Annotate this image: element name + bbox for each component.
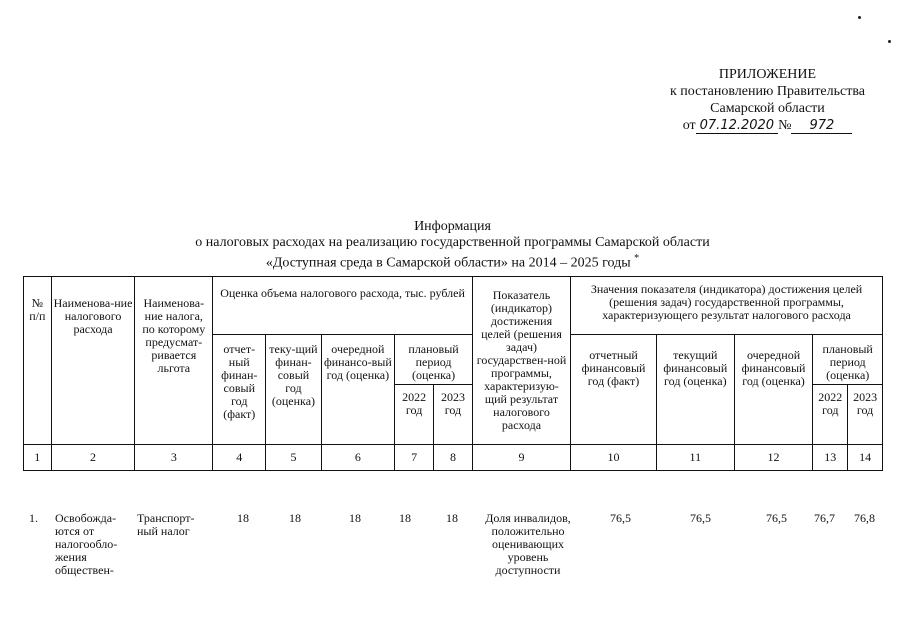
appendix-date-line: [670, 117, 865, 134]
row-expenditure-name: Освобожда-ются от налогообло-жения обществен-: [55, 511, 118, 577]
header-next-year-2: очередной финансовый год (оценка): [734, 335, 813, 445]
document-title: [0, 219, 905, 272]
row-value-col11: 76,5: [690, 511, 711, 525]
tax-expenditure-table: [23, 276, 883, 471]
appendix-block: [670, 66, 865, 134]
header-2023: 2023 год: [434, 385, 473, 445]
col-number: 12: [734, 445, 813, 471]
scan-speck: [858, 16, 861, 19]
title-line-3-text: «Доступная среда в Самарской области» на 2014 – 2025 годы: [265, 255, 631, 271]
header-2023-2: 2023 год: [848, 385, 883, 445]
header-estimate: Оценка объема налогового расхода, тыс. рублей: [213, 277, 473, 335]
title-line-1: Информация: [414, 219, 491, 234]
number-prefix: №: [778, 118, 792, 133]
appendix-title: ПРИЛОЖЕНИЕ: [718, 67, 817, 82]
col-number: 5: [266, 445, 321, 471]
title-line-3: [0, 251, 905, 272]
row-value-col7: 18: [399, 511, 411, 525]
row-tax-name: Транспорт-ный налог: [137, 511, 195, 538]
header-current-year-2: текущий финансовый год (оценка): [656, 335, 734, 445]
header-num: № п/п: [24, 277, 52, 445]
col-number: 8: [434, 445, 473, 471]
col-number: 7: [395, 445, 434, 471]
header-2022: 2022 год: [395, 385, 434, 445]
header-report-year-2: отчетный финансовый год (факт): [571, 335, 657, 445]
header-indicator: Показатель (индикатор) достижения целей (решения задач) государствен-ной программы, характеризую-щий результат налогового расхода: [472, 277, 570, 445]
row-value-col8: 18: [446, 511, 458, 525]
header-2022-2: 2022 год: [813, 385, 848, 445]
header-current-year: теку-щий финан-совый год (оценка): [266, 335, 321, 445]
number-handwritten: 972: [791, 118, 852, 134]
row-indicator: Доля инвалидов, положительно оценивающих уровень доступности: [485, 511, 571, 577]
col-number: 4: [213, 445, 266, 471]
row-value-col6: 18: [349, 511, 361, 525]
title-line-2: о налоговых расходах на реализацию государственной программы Самарской области: [195, 235, 710, 250]
row-value-col13: 76,7: [814, 511, 835, 525]
footnote-mark: *: [634, 253, 640, 264]
row-value-col4: 18: [237, 511, 249, 525]
row-value-col10: 76,5: [610, 511, 631, 525]
date-prefix: от: [682, 118, 696, 133]
appendix-region: Самарской области: [710, 101, 825, 116]
header-values: Значения показателя (индикатора) достижения целей (решения задач) государственной программы, характеризующего результат налогового расхода: [571, 277, 883, 335]
col-number: 6: [321, 445, 395, 471]
col-number: 3: [135, 445, 213, 471]
col-number: 10: [571, 445, 657, 471]
header-next-year: очередной финансо-вый год (оценка): [321, 335, 395, 445]
date-handwritten: 07.12.2020: [696, 118, 778, 134]
header-name: Наименова-ние налогового расхода: [51, 277, 135, 445]
col-number: 1: [24, 445, 52, 471]
row-num: 1.: [29, 511, 38, 525]
row-value-col12: 76,5: [766, 511, 787, 525]
scan-speck: [888, 40, 891, 43]
col-number: 14: [848, 445, 883, 471]
col-number: 9: [472, 445, 570, 471]
col-number: 11: [656, 445, 734, 471]
row-value-col14: 76,8: [854, 511, 875, 525]
col-number: 13: [813, 445, 848, 471]
row-value-col5: 18: [289, 511, 301, 525]
header-tax: Наименова-ние налога, по которому предусмат-ривается льгота: [135, 277, 213, 445]
header-report-year: отчет-ный финан-совый год (факт): [213, 335, 266, 445]
header-planned: плановый период (оценка): [395, 335, 473, 385]
appendix-decree: к постановлению Правительства: [669, 84, 865, 99]
header-planned-2: плановый период (оценка): [813, 335, 883, 385]
col-number: 2: [51, 445, 135, 471]
